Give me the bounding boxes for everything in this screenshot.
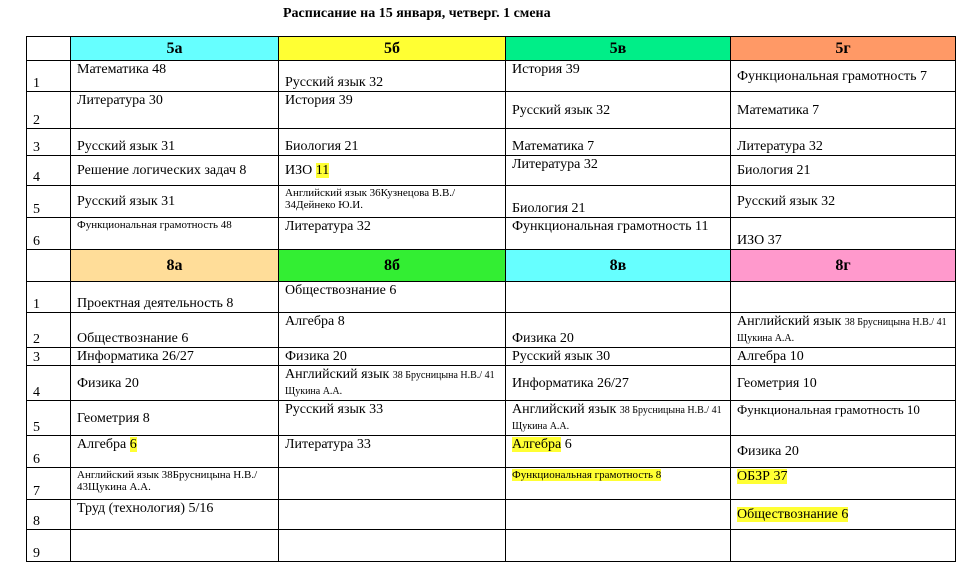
lesson-cell: Информатика 26/27 bbox=[71, 348, 279, 366]
highlighted-subject: Алгебра bbox=[512, 437, 562, 452]
table-row bbox=[27, 61, 956, 92]
lesson-text: Английский язык bbox=[285, 367, 390, 382]
table-row bbox=[27, 313, 956, 348]
lesson-number: 2 bbox=[27, 92, 71, 129]
lesson-cell: Алгебра 8 bbox=[279, 313, 506, 348]
lesson-cell bbox=[279, 156, 506, 186]
table-row bbox=[27, 401, 956, 436]
room-text: 6 bbox=[564, 437, 572, 452]
lesson-cell: Биология 21 bbox=[279, 129, 506, 156]
page-title: Расписание на 15 января, четверг. 1 смена bbox=[283, 6, 551, 21]
lesson-cell: Обществознание 6 bbox=[279, 282, 506, 313]
lesson-number: 3 bbox=[27, 348, 71, 366]
teacher-names: 38 Брусницына Н.В./ 41 Щукина А.А. bbox=[285, 370, 495, 397]
highlighted-subject: Обществознание 6 bbox=[737, 507, 849, 522]
lesson-cell: Английский язык 38Брусницына Н.В./ 43Щукина А.А. bbox=[71, 468, 279, 500]
lesson-number: 2 bbox=[27, 313, 71, 348]
table-row bbox=[27, 218, 956, 250]
lesson-cell: Русский язык 33 bbox=[279, 401, 506, 436]
lesson-cell bbox=[71, 436, 279, 468]
lesson-cell: Алгебра 10 bbox=[731, 348, 956, 366]
lesson-cell: Информатика 26/27 bbox=[506, 366, 731, 401]
lesson-number: 7 bbox=[27, 468, 71, 500]
lesson-cell: Физика 20 bbox=[731, 436, 956, 468]
highlighted-subject: Функциональная грамотность 8 bbox=[512, 469, 662, 481]
lesson-cell: Функциональная грамотность 10 bbox=[731, 401, 956, 436]
table-row bbox=[27, 186, 956, 218]
lesson-cell: Геометрия 8 bbox=[71, 401, 279, 436]
lesson-number: 1 bbox=[27, 61, 71, 92]
lesson-cell: Биология 21 bbox=[731, 156, 956, 186]
table-row bbox=[27, 436, 956, 468]
lesson-cell bbox=[506, 468, 731, 500]
lesson-cell: Математика 48 bbox=[71, 61, 279, 92]
table-row bbox=[27, 500, 956, 530]
lesson-cell: Математика 7 bbox=[506, 129, 731, 156]
class-header-8g: 8г bbox=[731, 250, 956, 282]
table-row bbox=[27, 282, 956, 313]
highlighted-room: 11 bbox=[315, 163, 330, 178]
lesson-cell bbox=[506, 282, 731, 313]
table-row bbox=[27, 366, 956, 401]
teacher-names: 38 Брусницына Н.В./ 41 Щукина А.А. bbox=[512, 405, 722, 432]
lesson-cell: Труд (технология) 5/16 bbox=[71, 500, 279, 530]
lesson-cell: Русский язык 30 bbox=[506, 348, 731, 366]
lesson-cell: Русский язык 32 bbox=[506, 92, 731, 129]
lesson-cell bbox=[279, 500, 506, 530]
lesson-cell: История 39 bbox=[279, 92, 506, 129]
lesson-text: Английский язык bbox=[737, 314, 842, 329]
lesson-cell: Физика 20 bbox=[506, 313, 731, 348]
lesson-cell bbox=[71, 530, 279, 562]
lesson-cell: Русский язык 31 bbox=[71, 129, 279, 156]
corner-cell bbox=[27, 37, 71, 61]
lesson-cell: Математика 7 bbox=[731, 92, 956, 129]
lesson-cell: Литература 32 bbox=[506, 156, 731, 186]
class-header-5a: 5а bbox=[71, 37, 279, 61]
table-row bbox=[27, 92, 956, 129]
lesson-cell bbox=[731, 313, 956, 348]
lesson-number: 3 bbox=[27, 129, 71, 156]
class-header-8a: 8а bbox=[71, 250, 279, 282]
class-header-5b: 5б bbox=[279, 37, 506, 61]
lesson-cell: Литература 32 bbox=[279, 218, 506, 250]
lesson-cell: Физика 20 bbox=[71, 366, 279, 401]
lesson-cell bbox=[279, 366, 506, 401]
lesson-cell: Функциональная грамотность 48 bbox=[71, 218, 279, 250]
lesson-cell bbox=[731, 282, 956, 313]
lesson-cell bbox=[731, 500, 956, 530]
table-row bbox=[27, 348, 956, 366]
lesson-number: 5 bbox=[27, 186, 71, 218]
lesson-number: 4 bbox=[27, 156, 71, 186]
lesson-number: 1 bbox=[27, 282, 71, 313]
header-row-8 bbox=[27, 250, 956, 282]
lesson-cell: Литература 33 bbox=[279, 436, 506, 468]
lesson-number: 5 bbox=[27, 401, 71, 436]
highlighted-subject: ОБЗР 37 bbox=[737, 469, 788, 484]
lesson-number: 4 bbox=[27, 366, 71, 401]
lesson-cell: Русский язык 32 bbox=[731, 186, 956, 218]
lesson-cell: Функциональная грамотность 11 bbox=[506, 218, 731, 250]
lesson-cell: Литература 32 bbox=[731, 129, 956, 156]
lesson-cell: Русский язык 31 bbox=[71, 186, 279, 218]
lesson-cell: Русский язык 32 bbox=[279, 61, 506, 92]
lesson-number: 8 bbox=[27, 500, 71, 530]
lesson-cell: История 39 bbox=[506, 61, 731, 92]
lesson-text: Алгебра bbox=[77, 437, 127, 452]
lesson-text: Английский язык bbox=[512, 402, 617, 417]
lesson-number: 9 bbox=[27, 530, 71, 562]
class-header-5v: 5в bbox=[506, 37, 731, 61]
lesson-cell bbox=[279, 530, 506, 562]
class-header-8v: 8в bbox=[506, 250, 731, 282]
lesson-cell: Литература 30 bbox=[71, 92, 279, 129]
lesson-number: 6 bbox=[27, 436, 71, 468]
table-row bbox=[27, 129, 956, 156]
table-row bbox=[27, 530, 956, 562]
lesson-cell bbox=[506, 401, 731, 436]
lesson-cell: Геометрия 10 bbox=[731, 366, 956, 401]
lesson-cell: Биология 21 bbox=[506, 186, 731, 218]
lesson-cell bbox=[731, 468, 956, 500]
class-header-5g: 5г bbox=[731, 37, 956, 61]
lesson-cell: Обществознание 6 bbox=[71, 313, 279, 348]
highlighted-room: 6 bbox=[129, 437, 137, 452]
lesson-cell bbox=[506, 436, 731, 468]
lesson-cell bbox=[506, 530, 731, 562]
table-row bbox=[27, 156, 956, 186]
lesson-cell: Проектная деятельность 8 bbox=[71, 282, 279, 313]
lesson-cell bbox=[731, 530, 956, 562]
lesson-cell: Решение логических задач 8 bbox=[71, 156, 279, 186]
schedule-table bbox=[26, 36, 956, 562]
table-row bbox=[27, 468, 956, 500]
lesson-cell: Английский язык 36Кузнецова В.В./ 34Дейнеко Ю.И. bbox=[279, 186, 506, 218]
corner-cell bbox=[27, 250, 71, 282]
class-header-8b: 8б bbox=[279, 250, 506, 282]
header-row-5 bbox=[27, 37, 956, 61]
teacher-names: 38 Брусницына Н.В./ 41 Щукина А.А. bbox=[737, 317, 947, 344]
lesson-cell bbox=[506, 500, 731, 530]
lesson-number: 6 bbox=[27, 218, 71, 250]
lesson-text: ИЗО bbox=[285, 163, 313, 178]
lesson-cell bbox=[279, 468, 506, 500]
lesson-cell: ИЗО 37 bbox=[731, 218, 956, 250]
lesson-cell: Функциональная грамотность 7 bbox=[731, 61, 956, 92]
lesson-cell: Физика 20 bbox=[279, 348, 506, 366]
